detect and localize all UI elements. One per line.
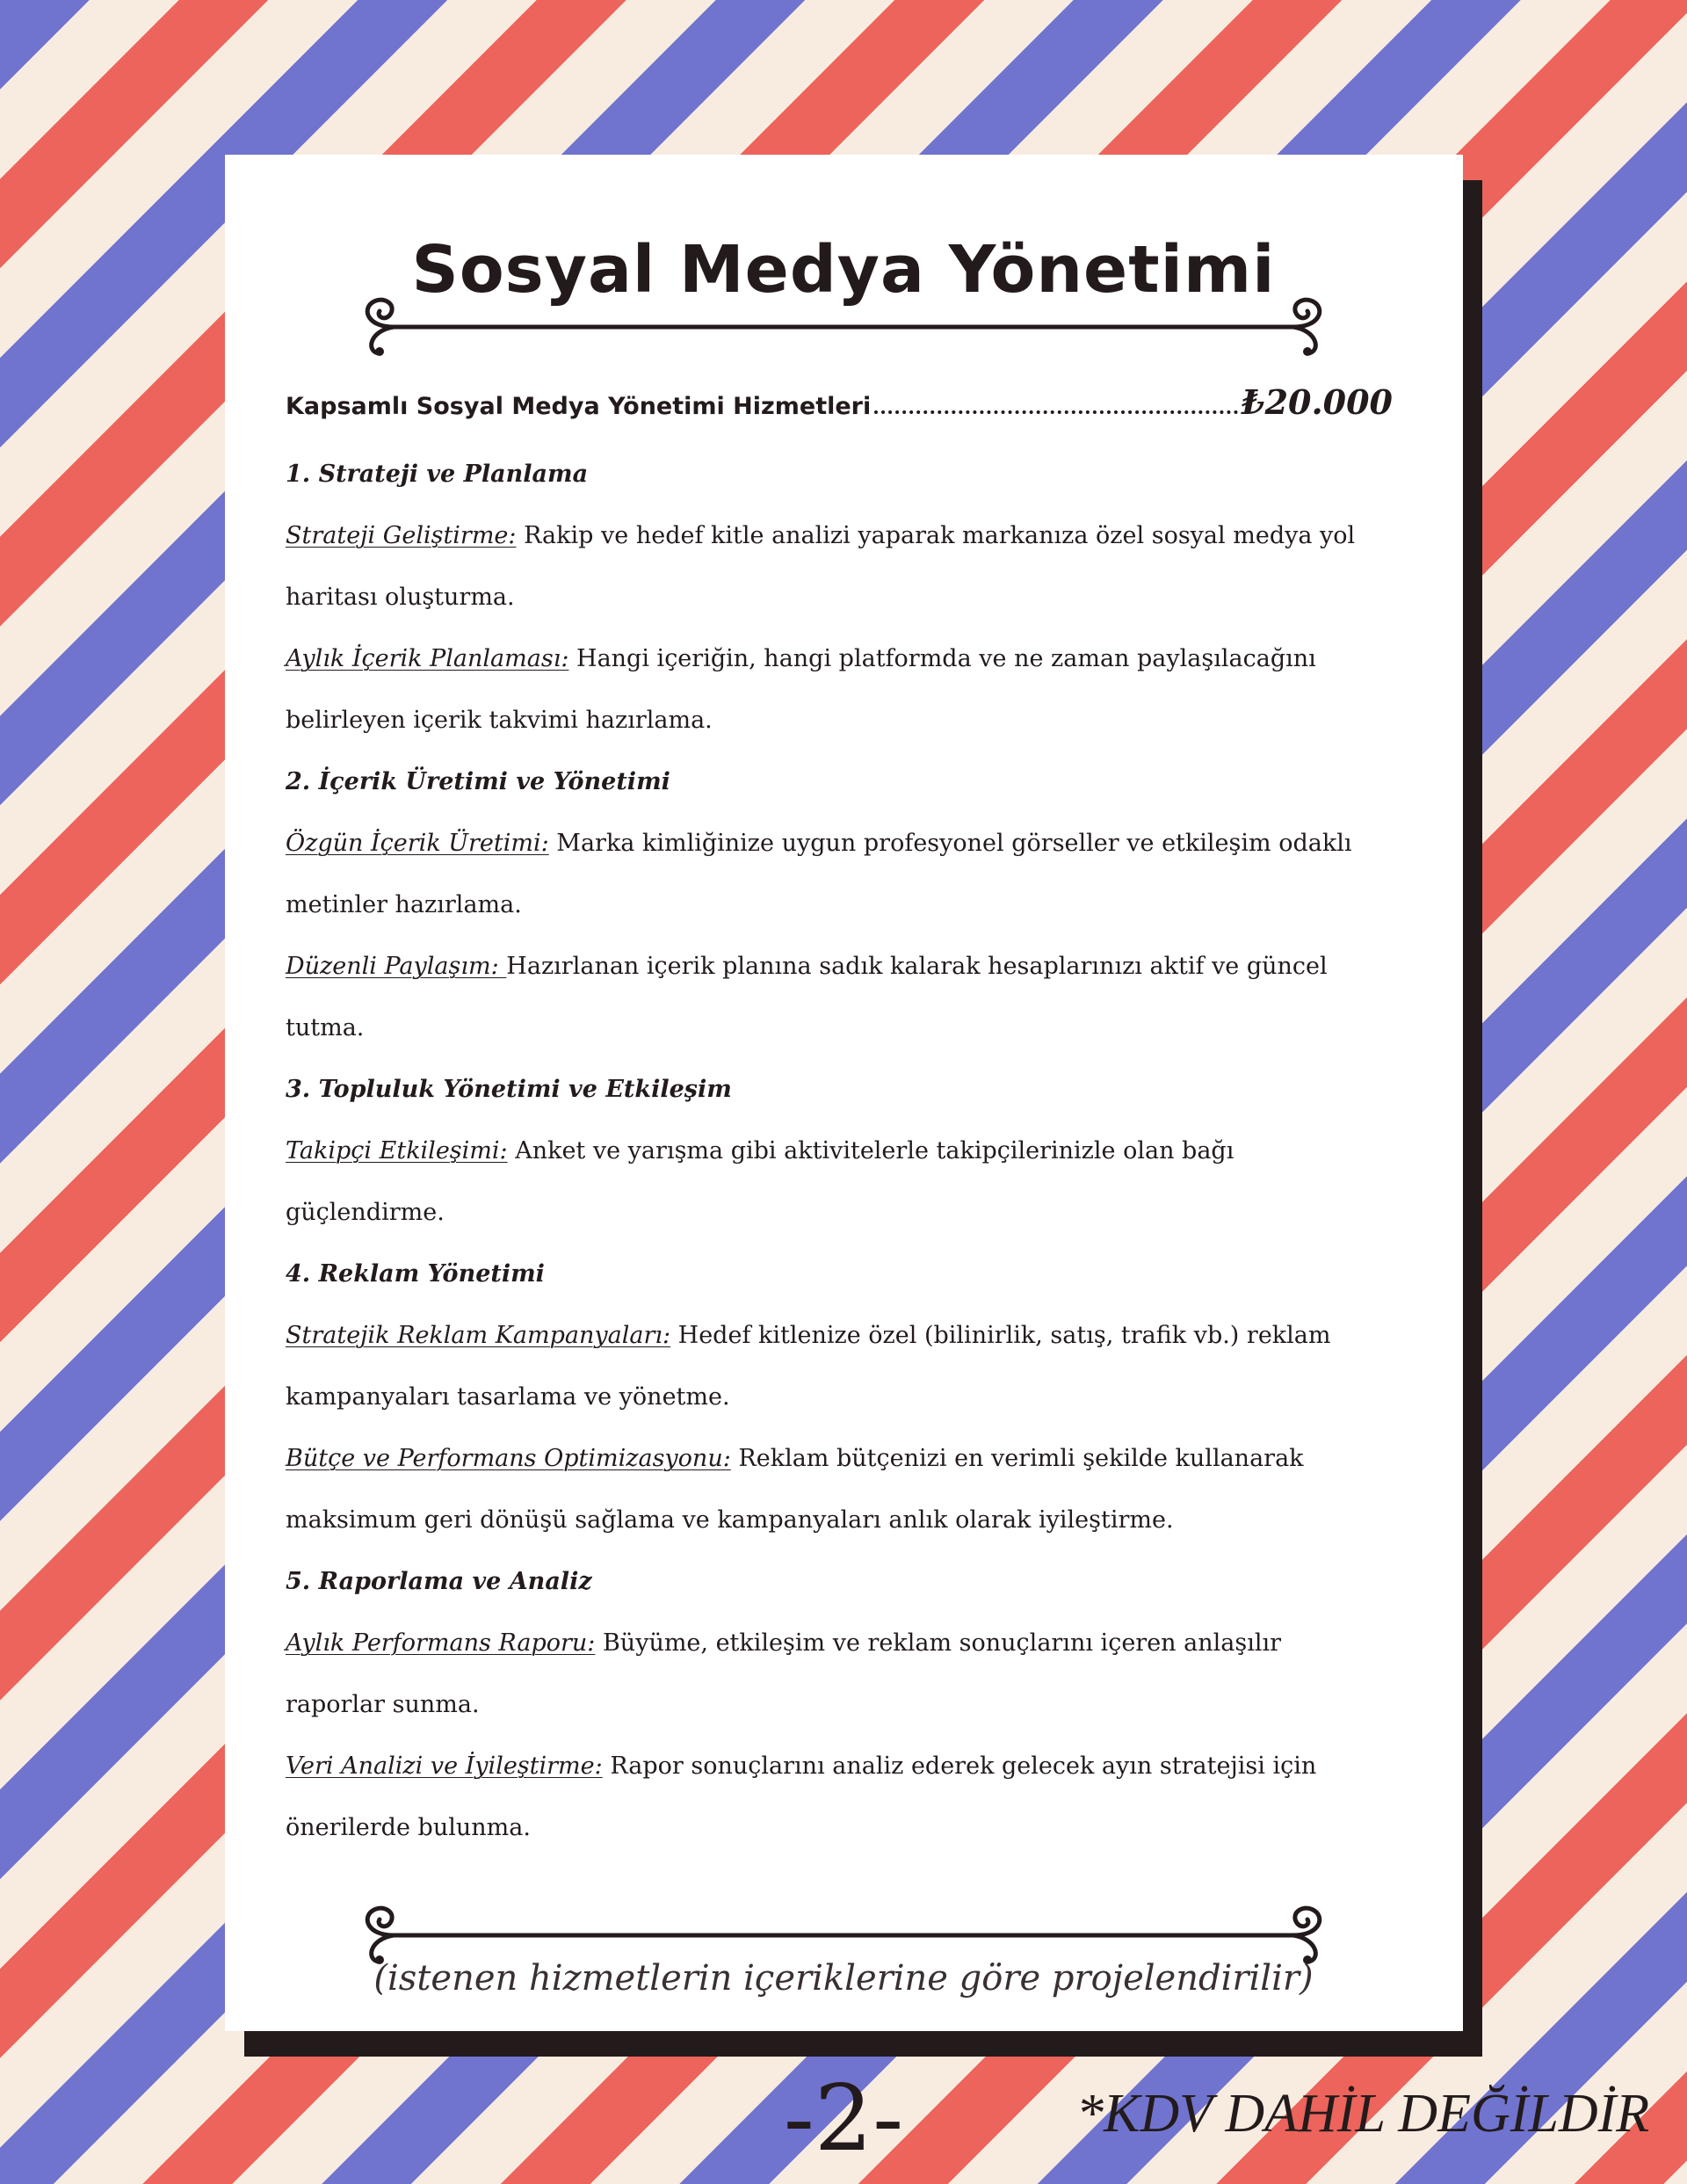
main-service-line	[286, 382, 1393, 444]
service-item	[286, 1428, 1366, 1551]
section-heading: 5. Raporlama ve Analiz	[286, 1568, 592, 1595]
item-text: Anket ve yarışma gibi aktivitelerle takipçilerinizle olan bağı güçlendirme.	[286, 1137, 1234, 1226]
item-term: Düzenli Paylaşım:	[286, 953, 507, 980]
section-ads	[286, 1244, 1393, 1551]
item-term: Aylık Performans Raporu:	[286, 1629, 596, 1657]
dot-leader	[874, 410, 1238, 414]
service-item	[286, 1736, 1366, 1859]
section-heading: 3. Topluluk Yönetimi ve Etkileşim	[286, 1076, 732, 1103]
item-term: Veri Analizi ve İyileştirme:	[286, 1752, 603, 1780]
top-flourish-ornament	[351, 264, 1336, 360]
service-price: ₺20.000	[1242, 382, 1393, 422]
service-name: Kapsamlı Sosyal Medya Yönetimi Hizmetleri	[286, 393, 872, 420]
item-text: Rakip ve hedef kitle analizi yaparak markanıza özel sosyal medya yol haritası oluşturma.	[286, 522, 1356, 611]
service-item	[286, 505, 1366, 628]
section-heading: 4. Reklam Yönetimi	[286, 1260, 545, 1288]
item-term: Özgün İçerik Üretimi:	[286, 830, 549, 857]
service-item	[286, 936, 1366, 1059]
section-content-production	[286, 751, 1393, 1059]
page-number: -2-	[783, 2064, 904, 2172]
service-item	[286, 628, 1366, 751]
section-community	[286, 1059, 1393, 1244]
item-text: Reklam bütçenizi en verimli şekilde kullanarak maksimum geri dönüşü sağlama ve kampanyaları anlık olarak iyileştirme.	[286, 1445, 1304, 1534]
item-text: Rapor sonuçlarını analiz ederek gelecek ayın stratejisi için önerilerde bulunma.	[286, 1752, 1317, 1841]
item-term: Aylık İçerik Planlaması:	[286, 645, 569, 672]
project-note: (istenen hizmetlerin içeriklerine göre projelendirilir)	[373, 1958, 1314, 1999]
item-term: Stratejik Reklam Kampanyaları:	[286, 1322, 671, 1349]
service-item	[286, 813, 1366, 936]
section-heading: 1. Strateji ve Planlama	[286, 461, 589, 488]
item-text: Hangi içeriğin, hangi platformda ve ne zaman paylaşılacağını belirleyen içerik takvimi hazırlama.	[286, 645, 1316, 734]
item-term: Takipçi Etkileşimi:	[286, 1137, 508, 1165]
item-term: Strateji Geliştirme:	[286, 522, 517, 549]
item-text: Marka kimliğinize uygun profesyonel görseller ve etkileşim odaklı metinler hazırlama.	[286, 830, 1352, 918]
service-item	[286, 1305, 1366, 1428]
item-text: Büyüme, etkileşim ve reklam sonuçlarını içeren anlaşılır raporlar sunma.	[286, 1629, 1282, 1718]
page-title: Sosyal Medya Yönetimi	[411, 232, 1276, 308]
item-text: Hedef kitlenize özel (bilinirlik, satış, trafik vb.) reklam kampanyaları tasarlama ve yönetme.	[286, 1322, 1331, 1411]
section-heading: 2. İçerik Üretimi ve Yönetimi	[286, 768, 670, 795]
item-text: Hazırlanan içerik planına sadık kalarak hesaplarınızı aktif ve güncel tutma.	[286, 953, 1328, 1041]
service-item	[286, 1613, 1366, 1736]
service-content	[286, 382, 1393, 1859]
vat-note: *KDV DAHİL DEĞİLDİR	[1076, 2084, 1650, 2144]
section-strategy	[286, 444, 1393, 751]
section-reporting	[286, 1551, 1393, 1859]
bottom-flourish-ornament	[351, 1872, 1336, 1969]
service-item	[286, 1121, 1366, 1244]
item-term: Bütçe ve Performans Optimizasyonu:	[286, 1445, 731, 1472]
